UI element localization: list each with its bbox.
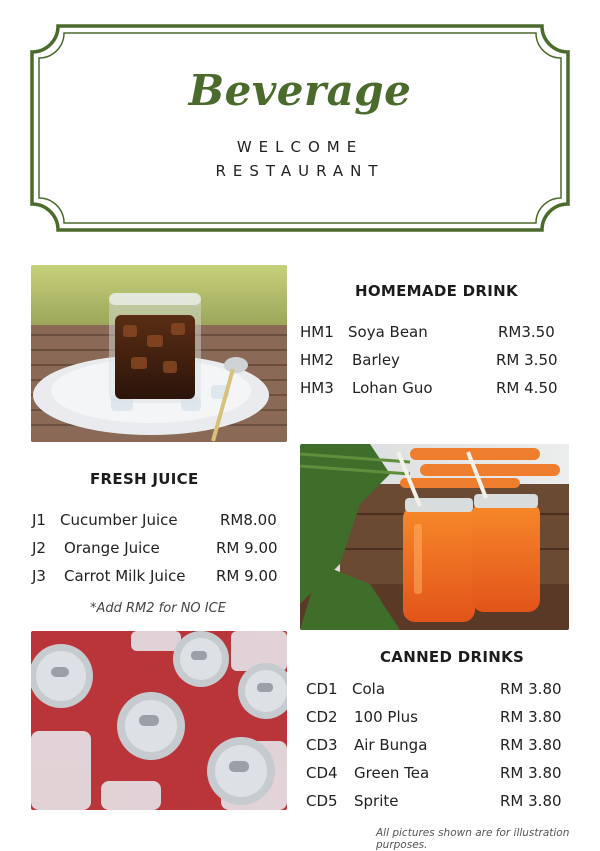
item-name: Cucumber Juice <box>60 511 178 529</box>
item-name: Sprite <box>354 792 399 810</box>
item-name: Green Tea <box>354 764 430 782</box>
item-price: RM 9.00 <box>216 567 278 585</box>
fresh-juice-title: FRESH JUICE <box>90 470 199 488</box>
item-code: CD3 <box>306 736 338 754</box>
item-price: RM 3.80 <box>500 736 562 754</box>
subtitle-restaurant: RESTAURANT <box>215 162 385 180</box>
illustration-disclaimer: All pictures shown are for illustration purposes. <box>376 827 570 851</box>
homemade-drink-photo <box>31 265 287 442</box>
item-code: CD2 <box>306 708 338 726</box>
item-code: CD1 <box>306 680 338 698</box>
item-code: CD5 <box>306 792 338 810</box>
item-price: RM 3.80 <box>500 792 562 810</box>
item-code: J1 <box>32 511 46 529</box>
item-price: RM3.50 <box>498 323 555 341</box>
item-code: J2 <box>32 539 46 557</box>
item-price: RM 3.80 <box>500 680 562 698</box>
fresh-juice-photo <box>300 444 569 630</box>
item-price: RM8.00 <box>220 511 277 529</box>
item-price: RM 4.50 <box>496 379 558 397</box>
canned-drinks-title: CANNED DRINKS <box>380 648 525 666</box>
no-ice-note: *Add RM2 for NO ICE <box>90 601 226 616</box>
item-name: Lohan Guo <box>352 379 433 397</box>
homemade-title: HOMEMADE DRINK <box>355 282 518 300</box>
item-price: RM 9.00 <box>216 539 278 557</box>
item-name: Orange Juice <box>64 539 160 557</box>
canned-drinks-photo <box>31 631 287 810</box>
header-frame <box>30 24 570 232</box>
item-code: HM1 <box>300 323 334 341</box>
item-name: Barley <box>352 351 400 369</box>
item-code: HM2 <box>300 351 334 369</box>
page-title: Beverage <box>188 66 412 115</box>
item-name: Carrot Milk Juice <box>64 567 186 585</box>
item-code: HM3 <box>300 379 334 397</box>
item-name: Cola <box>352 680 386 698</box>
item-price: RM 3.80 <box>500 708 562 726</box>
item-price: RM 3.80 <box>500 764 562 782</box>
item-name: 100 Plus <box>354 708 418 726</box>
subtitle-welcome: WELCOME <box>236 138 364 156</box>
item-name: Air Bunga <box>354 736 428 754</box>
item-code: CD4 <box>306 764 338 782</box>
item-price: RM 3.50 <box>496 351 558 369</box>
item-name: Soya Bean <box>348 323 428 341</box>
item-code: J3 <box>32 567 46 585</box>
